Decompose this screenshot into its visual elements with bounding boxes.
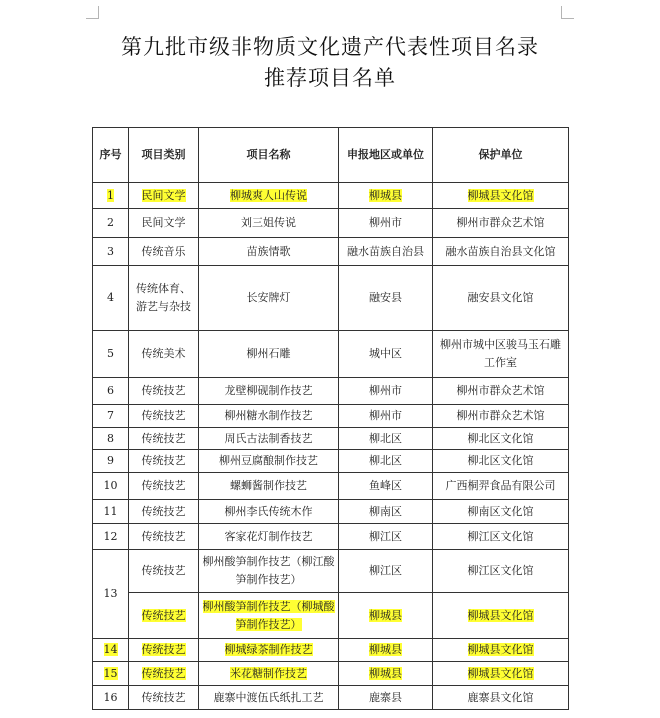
- table-row: [93, 238, 569, 266]
- document-subtitle: 推荐项目名单: [264, 66, 396, 90]
- crop-mark-left: [86, 6, 99, 19]
- cell-category: 传统技艺: [129, 428, 199, 450]
- cell-name: 柳州酸笋制作技艺（柳城酸笋制作技艺）: [199, 593, 339, 639]
- table-row: [93, 500, 569, 524]
- table-row: [93, 550, 569, 593]
- table-row: [93, 450, 569, 473]
- cell-region: 柳南区: [339, 500, 433, 524]
- cell-region: 柳江区: [339, 550, 433, 593]
- table-row: [93, 428, 569, 450]
- cell-name: 柳州豆腐酿制作技艺: [199, 450, 339, 473]
- cell-region: 柳城县: [339, 662, 433, 686]
- cell-name: 苗族情歌: [199, 238, 339, 266]
- table-row: [93, 183, 569, 209]
- cell-name: 鹿寨中渡伍氏纸扎工艺: [199, 686, 339, 710]
- cell-protector: 融水苗族自治县文化馆: [433, 238, 569, 266]
- cell-no: 9: [93, 450, 129, 473]
- cell-category: 传统技艺: [129, 524, 199, 550]
- header-name: 项目名称: [199, 128, 339, 183]
- cell-no: 8: [93, 428, 129, 450]
- cell-name: 长安牌灯: [199, 266, 339, 331]
- cell-protector: 柳州市城中区骏马玉石雕工作室: [433, 331, 569, 378]
- cell-protector: 柳城县文化馆: [433, 639, 569, 662]
- cell-category: 传统技艺: [129, 473, 199, 500]
- cell-category: 民间文学: [129, 209, 199, 238]
- cell-protector: 柳江区文化馆: [433, 550, 569, 593]
- table-row: [93, 209, 569, 238]
- header-protector: 保护单位: [433, 128, 569, 183]
- cell-category: 传统技艺: [129, 686, 199, 710]
- cell-no: 16: [93, 686, 129, 710]
- cell-protector: 柳南区文化馆: [433, 500, 569, 524]
- header-seq: 序号: [93, 128, 129, 183]
- cell-name: 螺蛳酱制作技艺: [199, 473, 339, 500]
- cell-no: 15: [93, 662, 129, 686]
- cell-protector: 柳州市群众艺术馆: [433, 405, 569, 428]
- cell-protector: 柳江区文化馆: [433, 524, 569, 550]
- cell-region: 鱼峰区: [339, 473, 433, 500]
- cell-region: 柳州市: [339, 405, 433, 428]
- cell-name: 柳城爽人山传说: [199, 183, 339, 209]
- cell-region: 柳城县: [339, 183, 433, 209]
- cell-region: 城中区: [339, 331, 433, 378]
- cell-category: 传统技艺: [129, 639, 199, 662]
- cell-protector: 柳城县文化馆: [433, 662, 569, 686]
- cell-protector: 广西桐羿食品有限公司: [433, 473, 569, 500]
- cell-category: 传统技艺: [129, 500, 199, 524]
- cell-no: 3: [93, 238, 129, 266]
- cell-name: 客家花灯制作技艺: [199, 524, 339, 550]
- cell-no: 14: [93, 639, 129, 662]
- header-category: 项目类别: [129, 128, 199, 183]
- cell-region: 柳城县: [339, 593, 433, 639]
- table-body: [93, 183, 569, 710]
- table-row: [93, 405, 569, 428]
- table-row: [93, 593, 569, 639]
- table-row: [93, 686, 569, 710]
- cell-name: 柳州李氏传统木作: [199, 500, 339, 524]
- cell-region: 融安县: [339, 266, 433, 331]
- cell-category: 传统美术: [129, 331, 199, 378]
- cell-no: 4: [93, 266, 129, 331]
- cell-region: 柳江区: [339, 524, 433, 550]
- cell-no: 6: [93, 378, 129, 405]
- cell-protector: 柳州市群众艺术馆: [433, 378, 569, 405]
- cell-name: 柳州糖水制作技艺: [199, 405, 339, 428]
- cell-category: 传统体育、游艺与杂技: [129, 266, 199, 331]
- cell-region: 柳城县: [339, 639, 433, 662]
- cell-name: 柳州石雕: [199, 331, 339, 378]
- cell-name: 龙壁柳砚制作技艺: [199, 378, 339, 405]
- cell-category: 传统技艺: [129, 662, 199, 686]
- cell-protector: 柳城县文化馆: [433, 593, 569, 639]
- cell-protector: 柳城县文化馆: [433, 183, 569, 209]
- table-row: [93, 662, 569, 686]
- cell-no: 11: [93, 500, 129, 524]
- table-row: [93, 266, 569, 331]
- cell-name: 柳城绿茶制作技艺: [199, 639, 339, 662]
- cell-protector: 柳北区文化馆: [433, 428, 569, 450]
- cell-region: 柳州市: [339, 209, 433, 238]
- cell-category: 传统技艺: [129, 450, 199, 473]
- cell-name: 柳州酸笋制作技艺（柳江酸笋制作技艺）: [199, 550, 339, 593]
- table-row: [93, 378, 569, 405]
- project-table: [92, 127, 569, 710]
- cell-category: 传统技艺: [129, 593, 199, 639]
- cell-no: 7: [93, 405, 129, 428]
- cell-category: 传统技艺: [129, 405, 199, 428]
- cell-no: 10: [93, 473, 129, 500]
- table-row: [93, 639, 569, 662]
- table-row: [93, 524, 569, 550]
- cell-name: 周氏古法制香技艺: [199, 428, 339, 450]
- cell-protector: 鹿寨县文化馆: [433, 686, 569, 710]
- table-header-row: [93, 128, 569, 183]
- cell-category: 民间文学: [129, 183, 199, 209]
- cell-no: 2: [93, 209, 129, 238]
- cell-no: 12: [93, 524, 129, 550]
- cell-region: 柳州市: [339, 378, 433, 405]
- cell-category: 传统技艺: [129, 378, 199, 405]
- cell-category: 传统音乐: [129, 238, 199, 266]
- cell-no: 13: [93, 550, 129, 639]
- cell-region: 柳北区: [339, 450, 433, 473]
- document-title: 第九批市级非物质文化遗产代表性项目名录: [121, 35, 539, 59]
- table-row: [93, 473, 569, 500]
- crop-mark-right: [561, 6, 574, 19]
- cell-region: 鹿寨县: [339, 686, 433, 710]
- cell-protector: 融安县文化馆: [433, 266, 569, 331]
- cell-region: 柳北区: [339, 428, 433, 450]
- table-row: [93, 331, 569, 378]
- cell-region: 融水苗族自治县: [339, 238, 433, 266]
- cell-name: 刘三姐传说: [199, 209, 339, 238]
- cell-no: 1: [93, 183, 129, 209]
- header-region: 申报地区或单位: [339, 128, 433, 183]
- cell-name: 米花糖制作技艺: [199, 662, 339, 686]
- cell-protector: 柳州市群众艺术馆: [433, 209, 569, 238]
- cell-category: 传统技艺: [129, 550, 199, 593]
- cell-no: 5: [93, 331, 129, 378]
- cell-protector: 柳北区文化馆: [433, 450, 569, 473]
